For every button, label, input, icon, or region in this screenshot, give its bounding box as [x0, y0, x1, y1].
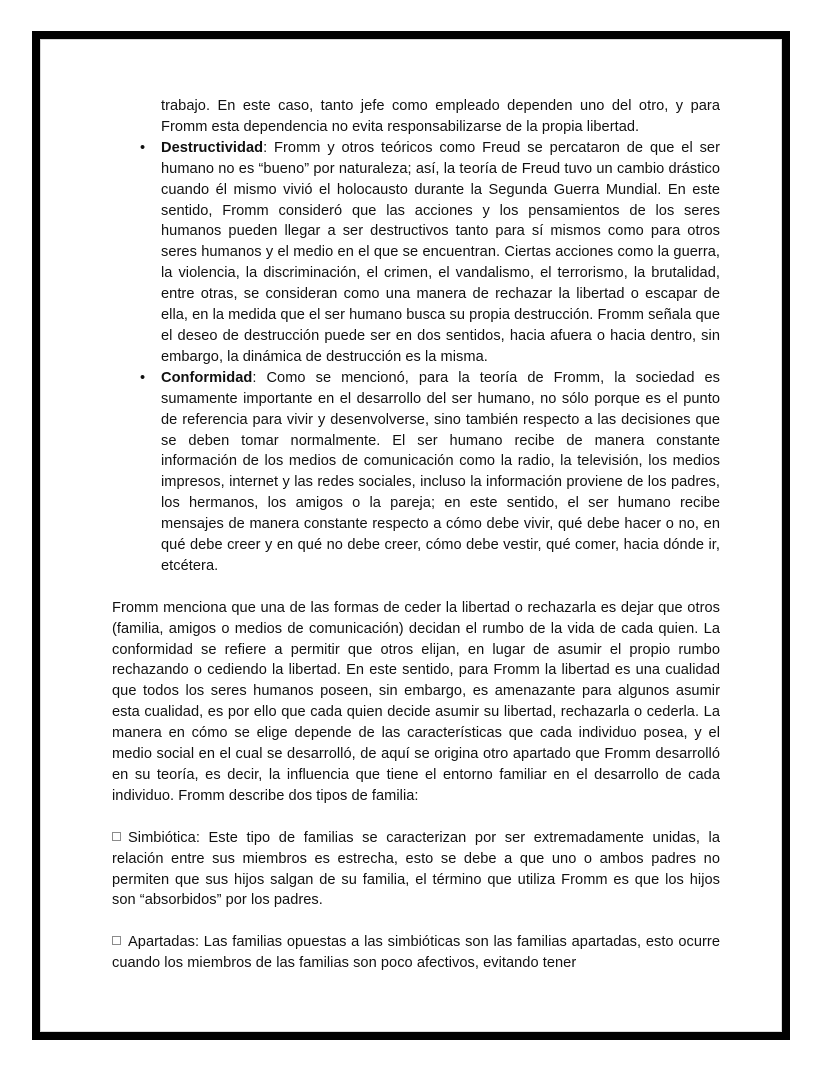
bullet-separator: :	[263, 139, 275, 156]
family-type-apartadas-text: Apartadas: Las familias opuestas a las simbióticas son las familias apartadas, esto ocurre cuando los miembros de las familias son poco afectivos, evitando tener	[112, 934, 720, 972]
bullet-point-icon: •	[140, 139, 146, 156]
bullet-list	[112, 138, 720, 577]
bullet-term-destructividad: Destructividad	[161, 139, 264, 156]
bullet-item-destructividad	[112, 138, 720, 368]
document-text-column	[112, 96, 720, 974]
bullet-term-conformidad: Conformidad	[161, 369, 253, 386]
bullet-point-icon: •	[140, 369, 146, 386]
missing-glyph-box-icon	[112, 832, 121, 841]
bullet-body-conformidad: Como se mencionó, para la teoría de Fromm, la sociedad es sumamente importante en el desarrollo del ser humano, no sólo porque es el punto de referencia para vivir y desenvolverse, sino también respecto a las decisiones que se deben tomar normalmente. El ser humano recibe de manera constante información de los medios de comunicación como la radio, la televisión, los medios impresos, internet y las redes sociales, incluso la información proviene de los padres, los hermanos, los amigos o la pareja; en este sentido, el ser humano recibe mensajes de manera constante respecto a cómo debe vivir, qué debe hacer o no, en qué debe creer y en qué no debe creer, cómo debe vestir, qué comer, hacia dónde ir, etcétera.	[161, 369, 720, 574]
body-paragraph: Fromm menciona que una de las formas de ceder la libertad o rechazarla es dejar que otros (familia, amigos o medios de comunicación) decidan el rumbo de la vida de cada quien. La conformidad se refiere a permitir que otros elijan, en lugar de asumir el propio rumbo rechazando o cediendo la libertad. En este sentido, para Fromm la libertad es una cualidad que todos los seres humanos poseen, sin embargo, es amenazante para algunos asumir esta cualidad, es por ello que cada quien decide asumir su libertad, rechazarla o cederla. La manera en cómo se elige depende de las características que cada individuo posea, y el medio social en el cual se desarrolló, de aquí se origina otro apartado que Fromm desarrolló en su teoría, es decir, la influencia que tiene el entorno familiar en el desarrollo de cada individuo. Fromm describe dos tipos de familia:	[112, 599, 720, 804]
bullet-item-conformidad	[112, 368, 720, 577]
family-type-simbiotica	[112, 828, 720, 912]
page-inner-surface	[40, 39, 782, 1032]
bullet-body-destructividad: Fromm y otros teóricos como Freud se percataron de que el ser humano no es “bueno” por naturaleza; así, la teoría de Freud tuvo un cambio drástico cuando él mismo vivió el holocausto durante la Segunda Guerra Mundial. En este sentido, Fromm consideró que las acciones y los pensamientos de los seres humanos pueden llegar a ser destructivos tanto para sí mismos como para otros seres humanos y el medio en el que se encuentran. Ciertas acciones como la guerra, la violencia, la discriminación, el crimen, el vandalismo, el terrorismo, la brutalidad, entre otras, se consideran como una manera de rechazar la libertad o escapar de ella, en la medida que el ser humano busca su propia destrucción. Fromm señala que el deseo de destrucción puede ser en dos sentidos, hacia afuera o hacia dentro, sin embargo, la dinámica de destrucción es la misma.	[161, 139, 720, 365]
family-type-simbiotica-text: Simbiótica: Este tipo de familias se caracterizan por ser extremadamente unidas, la relación entre sus miembros es estrecha, esto se debe a que uno o ambos padres no permiten que sus hijos salgan de su familia, el término que utiliza Fromm es que los hijos son “absorbidos” por los padres.	[112, 829, 720, 909]
family-type-apartadas	[112, 932, 720, 974]
missing-glyph-box-icon	[112, 936, 121, 945]
continuation-paragraph: trabajo. En este caso, tanto jefe como empleado dependen uno del otro, y para Fromm esta dependencia no evita responsabilizarse de la propia libertad.	[161, 98, 720, 135]
paragraph-spacer	[112, 807, 720, 828]
page-border-frame	[32, 31, 790, 1040]
bullet-separator: :	[252, 369, 267, 386]
paragraph-spacer	[112, 577, 720, 598]
